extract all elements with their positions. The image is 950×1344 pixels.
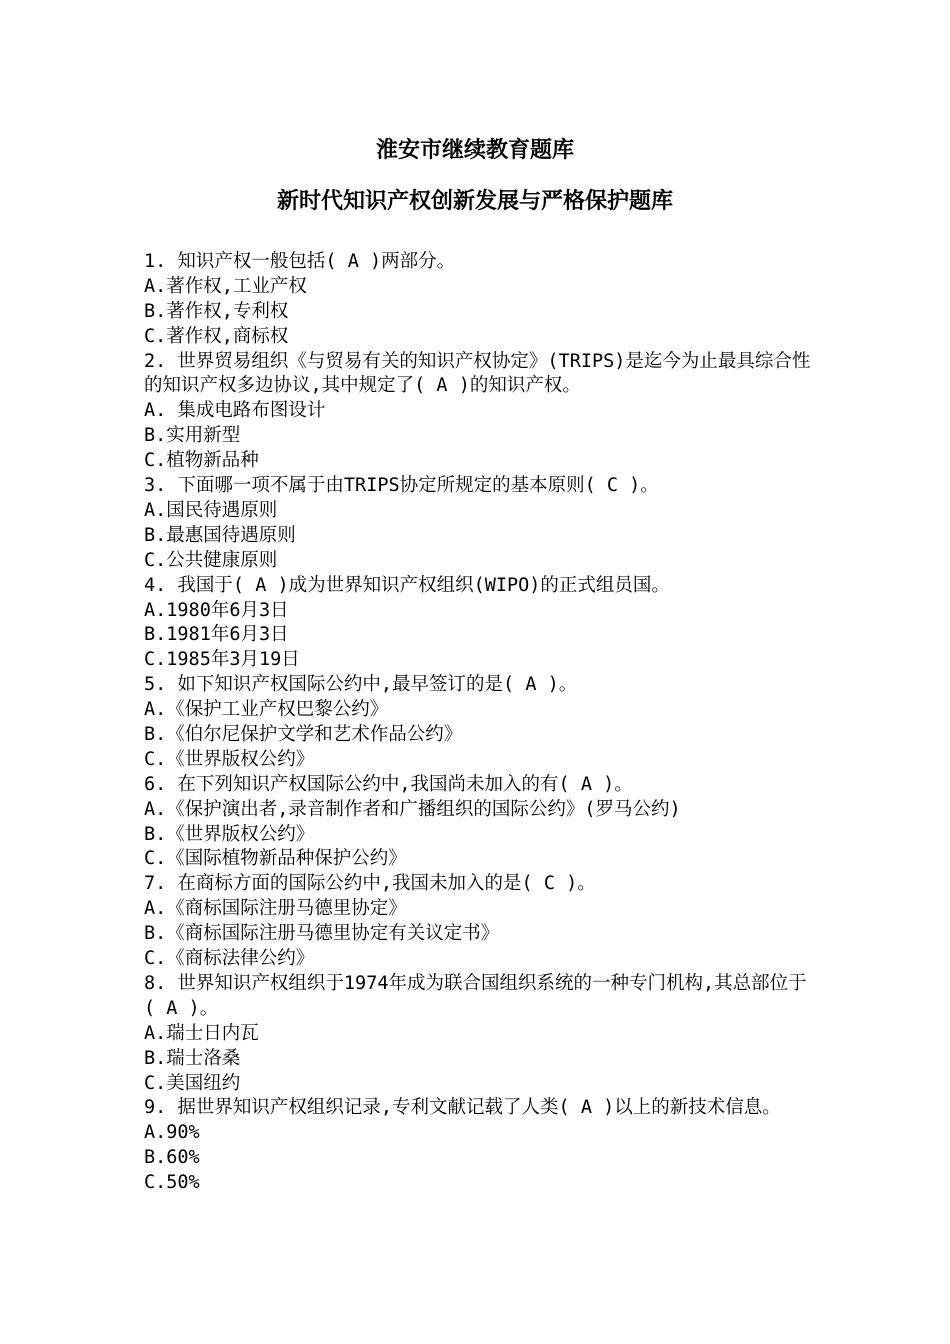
option-c: C.著作权,商标权	[144, 325, 289, 347]
question-item	[144, 474, 812, 574]
option-a: A.国民待遇原则	[144, 499, 278, 521]
question-text: 1. 知识产权一般包括( A )两部分。	[144, 251, 456, 272]
question-item	[144, 574, 812, 674]
option-b: B.《伯尔尼保护文学和艺术作品公约》	[144, 724, 463, 746]
option-a: A.《保护演出者,录音制作者和广播组织的国际公约》(罗马公约)	[144, 798, 681, 820]
option-c: C.公共健康原则	[144, 549, 278, 571]
question-text: 6. 在下列知识产权国际公约中,我国尚未加入的有( A )。	[144, 773, 633, 795]
option-c: C.《世界版权公约》	[144, 748, 315, 770]
option-b: B.瑞士洛桑	[144, 1047, 241, 1069]
option-b: B.1981年6月3日	[144, 624, 289, 646]
option-b: B.60%	[144, 1147, 200, 1169]
option-c: C.50%	[144, 1172, 200, 1194]
option-a: A.《保护工业产权巴黎公约》	[144, 699, 389, 721]
option-c: C.《商标法律公约》	[144, 948, 315, 970]
option-b: B.著作权,专利权	[144, 300, 289, 322]
option-c: C.《国际植物新品种保护公约》	[144, 848, 407, 870]
option-a: A.1980年6月3日	[144, 599, 289, 621]
option-a: A.著作权,工业产权	[144, 275, 307, 297]
option-b: B.实用新型	[144, 425, 241, 447]
question-text: 8. 世界知识产权组织于1974年成为联合国组织系统的一种专门机构,其总部位于( A )。	[144, 972, 807, 1019]
option-a: A.90%	[144, 1122, 200, 1144]
question-text: 4. 我国于( A )成为世界知识产权组织(WIPO)的正式组员国。	[144, 574, 670, 596]
document-subtitle: 新时代知识产权创新发展与严格保护题库	[276, 188, 673, 214]
option-b: B.《世界版权公约》	[144, 823, 315, 845]
option-b: B.最惠国待遇原则	[144, 524, 296, 546]
question-item	[144, 773, 812, 873]
option-b: B.《商标国际注册马德里协定有关议定书》	[144, 923, 500, 945]
question-text: 2. 世界贸易组织《与贸易有关的知识产权协定》(TRIPS)是迄今为止最具综合性的知识产权多边协议,其中规定了( A )的知识产权。	[144, 350, 811, 397]
option-a: A.《商标国际注册马德里协定》	[144, 898, 407, 920]
option-c: C.植物新品种	[144, 450, 259, 472]
question-item	[144, 1096, 812, 1196]
option-c: C.1985年3月19日	[144, 649, 300, 671]
option-c: C.美国纽约	[144, 1072, 241, 1094]
question-item	[144, 972, 812, 1096]
question-item	[144, 250, 812, 350]
question-list	[144, 250, 812, 1196]
question-text: 7. 在商标方面的国际公约中,我国未加入的是( C )。	[144, 873, 596, 895]
question-item	[144, 872, 812, 972]
question-item	[144, 673, 812, 773]
option-a: A.瑞士日内瓦	[144, 1022, 259, 1044]
option-a: A. 集成电路布图设计	[144, 400, 326, 422]
question-item	[144, 350, 812, 474]
document-title: 淮安市继续教育题库	[375, 137, 574, 163]
question-text: 3. 下面哪一项不属于由TRIPS协定所规定的基本原则( C )。	[144, 475, 659, 497]
question-text: 9. 据世界知识产权组织记录,专利文献记载了人类( A )以上的新技术信息。	[144, 1097, 781, 1119]
question-text: 5. 如下知识产权国际公约中,最早签订的是( A )。	[144, 674, 578, 696]
